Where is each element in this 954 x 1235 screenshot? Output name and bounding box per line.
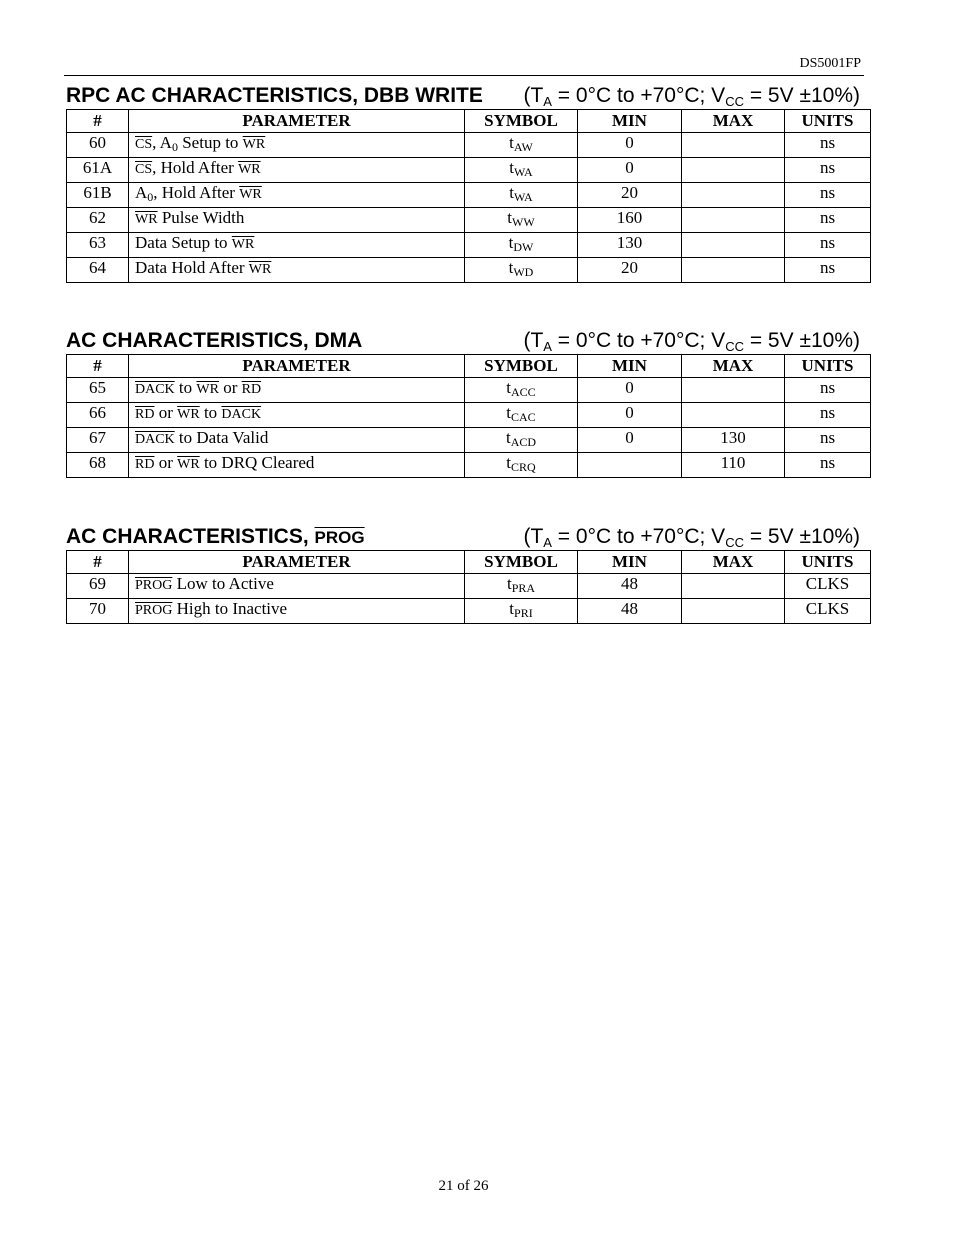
row-units: CLKS — [785, 599, 871, 624]
row-max — [682, 403, 785, 428]
col-header-num: # — [67, 355, 129, 378]
row-max — [682, 158, 785, 183]
col-header-min: MIN — [578, 551, 682, 574]
row-units: ns — [785, 183, 871, 208]
row-symbol: $t_{WA}$ — [465, 183, 578, 208]
table-row — [67, 133, 871, 158]
col-header-num: # — [67, 110, 129, 133]
row-num: 65 — [67, 378, 129, 403]
row-parameter: DACK to $\overline{WR}$ or $\overline{RD}$ — [129, 378, 465, 403]
row-parameter: $\overline{WR}$ Pulse Width — [129, 208, 465, 233]
col-header-units: UNITS — [785, 551, 871, 574]
table-row — [67, 599, 871, 624]
section-title-text: AC CHARACTERISTICS, PROG — [66, 525, 365, 548]
table-header-row — [67, 551, 871, 574]
row-symbol: $t_{PRI}$ — [465, 599, 578, 624]
row-max — [682, 599, 785, 624]
col-header-symbol: SYMBOL — [465, 355, 578, 378]
row-symbol: $t_{WA}$ — [465, 158, 578, 183]
row-min: 0 — [578, 133, 682, 158]
row-max — [682, 208, 785, 233]
row-min: 20 — [578, 183, 682, 208]
row-units: ns — [785, 403, 871, 428]
table-row — [67, 183, 871, 208]
col-header-min: MIN — [578, 110, 682, 133]
row-min: 0 — [578, 428, 682, 453]
row-units: ns — [785, 428, 871, 453]
row-parameter: $\overline{CS}$, $A_0$ Setup to $\overline{WR}$ — [129, 133, 465, 158]
row-min: 0 — [578, 403, 682, 428]
table-header-row — [67, 355, 871, 378]
table-row — [67, 378, 871, 403]
row-num: 66 — [67, 403, 129, 428]
row-num: 61B — [67, 183, 129, 208]
row-max — [682, 258, 785, 283]
row-units: CLKS — [785, 574, 871, 599]
row-symbol: $t_{CRQ}$ — [465, 453, 578, 478]
row-min: 0 — [578, 378, 682, 403]
row-parameter: PROG Low to Active — [129, 574, 465, 599]
prog-table — [66, 550, 871, 624]
header-rule — [64, 75, 864, 76]
row-num: 67 — [67, 428, 129, 453]
row-parameter: Data Setup to $\overline{WR}$ — [129, 233, 465, 258]
page-number: 21 of 26 — [438, 1178, 489, 1194]
dbb-write-table — [66, 109, 871, 283]
col-header-units: UNITS — [785, 355, 871, 378]
row-parameter: $\overline{RD}$ or $\overline{WR}$ to DRQ Cleared — [129, 453, 465, 478]
row-parameter: $\overline{RD}$ or $\overline{WR}$ to DACK — [129, 403, 465, 428]
row-symbol: $t_{PRA}$ — [465, 574, 578, 599]
row-num: 64 — [67, 258, 129, 283]
document-id: DS5001FP — [799, 56, 861, 71]
row-symbol: $t_{ACC}$ — [465, 378, 578, 403]
row-parameter: Data Hold After $\overline{WR}$ — [129, 258, 465, 283]
row-num: 60 — [67, 133, 129, 158]
col-header-num: # — [67, 551, 129, 574]
section-title-dma — [66, 329, 860, 357]
col-header-symbol: SYMBOL — [465, 551, 578, 574]
row-num: 63 — [67, 233, 129, 258]
row-max — [682, 378, 785, 403]
row-units: ns — [785, 258, 871, 283]
table-row — [67, 233, 871, 258]
row-max: 110 — [682, 453, 785, 478]
col-header-units: UNITS — [785, 110, 871, 133]
row-max — [682, 233, 785, 258]
row-symbol: $t_{ACD}$ — [465, 428, 578, 453]
col-header-min: MIN — [578, 355, 682, 378]
row-parameter: DACK to Data Valid — [129, 428, 465, 453]
row-min: 48 — [578, 599, 682, 624]
table-header-row — [67, 110, 871, 133]
table-row — [67, 208, 871, 233]
row-num: 70 — [67, 599, 129, 624]
col-header-parameter: PARAMETER — [129, 551, 465, 574]
row-symbol: $t_{CAC}$ — [465, 403, 578, 428]
row-max — [682, 133, 785, 158]
table-row — [67, 453, 871, 478]
row-max — [682, 183, 785, 208]
col-header-parameter: PARAMETER — [129, 110, 465, 133]
row-units: ns — [785, 378, 871, 403]
section-title-dbb-write — [66, 84, 860, 112]
row-min — [578, 453, 682, 478]
row-num: 68 — [67, 453, 129, 478]
row-num: 61A — [67, 158, 129, 183]
row-units: ns — [785, 453, 871, 478]
section-title-prog — [66, 525, 860, 553]
row-parameter: $\overline{CS}$, Hold After $\overline{WR}$ — [129, 158, 465, 183]
col-header-symbol: SYMBOL — [465, 110, 578, 133]
row-symbol: $t_{WD}$ — [465, 258, 578, 283]
col-header-max: MAX — [682, 551, 785, 574]
row-min: 20 — [578, 258, 682, 283]
col-header-max: MAX — [682, 110, 785, 133]
row-min: 48 — [578, 574, 682, 599]
row-parameter: $A_0$, Hold After $\overline{WR}$ — [129, 183, 465, 208]
row-max — [682, 574, 785, 599]
row-units: ns — [785, 158, 871, 183]
row-units: ns — [785, 233, 871, 258]
table-row — [67, 158, 871, 183]
row-units: ns — [785, 133, 871, 158]
row-min: 0 — [578, 158, 682, 183]
row-num: 62 — [67, 208, 129, 233]
section-title-text: RPC AC CHARACTERISTICS, DBB WRITE — [66, 84, 483, 107]
col-header-parameter: PARAMETER — [129, 355, 465, 378]
dma-table — [66, 354, 871, 478]
row-symbol: $t_{AW}$ — [465, 133, 578, 158]
row-num: 69 — [67, 574, 129, 599]
section-conditions: ($T_A = 0^\circ C$ to +70°C; $V_{CC} = 5V \pm 10\%$) — [523, 84, 860, 109]
table-row — [67, 403, 871, 428]
row-min: 130 — [578, 233, 682, 258]
section-title-text: AC CHARACTERISTICS, DMA — [66, 329, 363, 352]
row-min: 160 — [578, 208, 682, 233]
table-row — [67, 574, 871, 599]
table-row — [67, 428, 871, 453]
row-symbol: $t_{WW}$ — [465, 208, 578, 233]
section-conditions: ($T_A = 0^\circ C$ to +70°C; $V_{CC} = 5V \pm 10\%$) — [523, 525, 860, 550]
col-header-max: MAX — [682, 355, 785, 378]
row-symbol: $t_{DW}$ — [465, 233, 578, 258]
row-parameter: PROG High to Inactive — [129, 599, 465, 624]
table-row — [67, 258, 871, 283]
row-max: 130 — [682, 428, 785, 453]
section-conditions: ($T_A = 0^\circ C$ to +70°C; $V_{CC} = 5V \pm 10\%$) — [523, 329, 860, 354]
row-units: ns — [785, 208, 871, 233]
